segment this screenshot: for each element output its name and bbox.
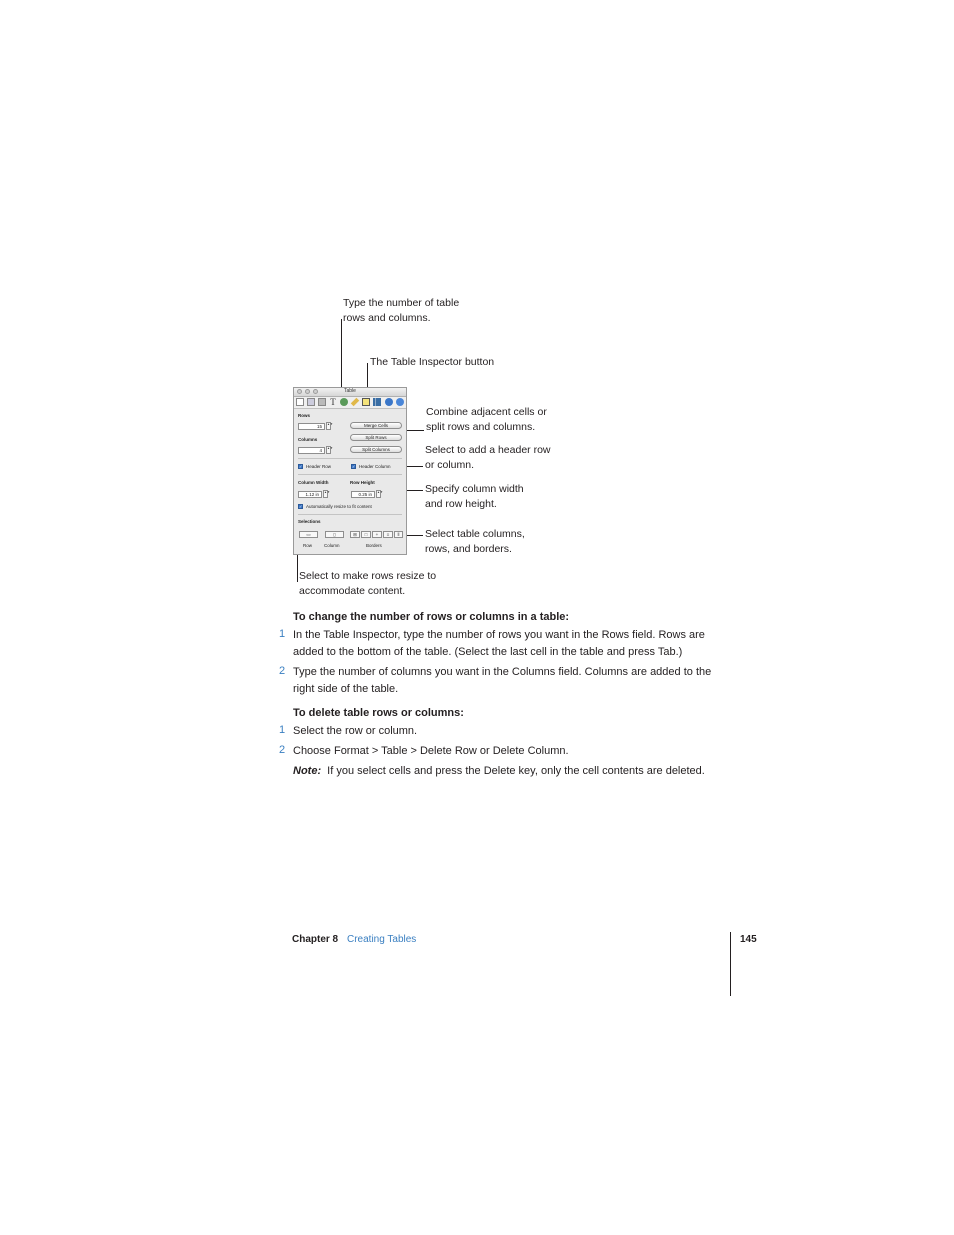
note (293, 763, 743, 780)
minimize-icon[interactable] (305, 389, 310, 394)
step-text: In the Table Inspector, type the number of rows you want in the Rows field. Rows are added to the bottom of the table. (Select the last cell in the table and press Tab.) (293, 629, 705, 658)
columns-field[interactable]: 4 (298, 447, 325, 454)
header-column-checkbox[interactable]: ✓ (352, 464, 356, 469)
merge-cells-button[interactable]: Merge Cells (350, 422, 402, 429)
metrics-icon[interactable] (351, 398, 359, 406)
column-width-label: Column Width (298, 480, 329, 485)
wrap-icon[interactable] (318, 398, 326, 406)
titlebar (294, 388, 406, 397)
callout-header: Select to add a header row or column. (425, 444, 551, 471)
border-inside-icon[interactable]: + (372, 531, 382, 538)
step-number: 1 (279, 628, 286, 640)
link-icon[interactable] (385, 398, 393, 406)
footer-chapter: Chapter 8 (292, 934, 339, 945)
column-button-label: Column (324, 543, 340, 548)
rows-field[interactable]: 15 (298, 423, 325, 430)
table-inspector-panel (293, 387, 407, 555)
text-icon[interactable]: T (330, 397, 336, 407)
callout-line (405, 535, 423, 536)
callout-autoresize: Select to make rows resize to accommodate content. (299, 570, 437, 597)
header-column-label: Header Column (359, 464, 391, 469)
header-row-checkbox[interactable]: ✓ (299, 464, 303, 469)
step-number: 1 (279, 724, 286, 736)
border-outside-icon[interactable]: □ (361, 531, 371, 538)
callout-merge-split: Combine adjacent cells or split rows and columns. (426, 406, 547, 433)
step-text: Select the row or column. (293, 725, 418, 737)
split-columns-button[interactable]: Split Columns (350, 446, 402, 453)
autoresize-label: Automatically resize to fit content (306, 504, 372, 509)
row-select-icon[interactable]: ▭ (299, 531, 318, 538)
step-text: Type the number of columns you want in the Columns field. Columns are added to the right side of the table. (293, 666, 712, 695)
header-row-label: Header Row (306, 464, 332, 469)
callout-selections: Select table columns, rows, and borders. (425, 528, 525, 555)
callout-inspector-button: The Table Inspector button (370, 356, 495, 368)
callout-rows-columns: Type the number of table rows and columns. (343, 297, 460, 324)
table-icon[interactable] (362, 398, 370, 406)
divider (298, 514, 402, 515)
border-all-icon[interactable]: ⊞ (350, 531, 360, 538)
split-rows-button[interactable]: Split Rows (350, 434, 402, 441)
note-text: If you select cells and press the Delete key, only the cell contents are deleted. (327, 765, 705, 777)
divider (298, 474, 402, 475)
callout-width-height: Specify column width and row height. (425, 483, 524, 510)
close-icon[interactable] (297, 389, 302, 394)
inspector-toolbar (294, 397, 406, 409)
rows-label: Rows (298, 413, 311, 418)
step-number: 2 (279, 744, 286, 756)
step-text: Choose Format > Table > Delete Row or Delete Column. (293, 745, 569, 757)
border-horizontal-icon[interactable]: ≡ (383, 531, 393, 538)
quicktime-icon[interactable] (396, 398, 404, 406)
section2-heading: To delete table rows or columns: (293, 707, 464, 719)
row-height-label: Row Height (350, 480, 375, 485)
row-button-label: Row (303, 543, 313, 548)
autoresize-checkbox[interactable]: ✓ (299, 504, 303, 509)
footer-divider (730, 932, 731, 996)
chart-icon[interactable] (373, 398, 381, 406)
column-width-field[interactable]: 1.12 in (298, 491, 322, 498)
columns-label: Columns (298, 437, 318, 442)
note-label: Note: (293, 765, 322, 777)
graphic-icon[interactable] (340, 398, 348, 406)
zoom-icon[interactable] (313, 389, 318, 394)
selections-label: Selections (298, 519, 321, 524)
step-number: 2 (279, 665, 286, 677)
section1-heading: To change the number of rows or columns in a table: (293, 611, 570, 623)
row-height-stepper[interactable]: ▲▼ (376, 490, 381, 498)
border-vertical-icon[interactable]: ⦀ (394, 531, 403, 538)
document-icon[interactable] (296, 398, 304, 406)
rows-stepper[interactable]: ▲▼ (326, 422, 331, 430)
window-title: Table (344, 388, 356, 394)
borders-button-label: Borders (366, 543, 382, 548)
footer-chapter-title[interactable]: Creating Tables (347, 934, 417, 945)
column-width-stepper[interactable]: ▲▼ (323, 490, 328, 498)
row-height-field[interactable]: 0.25 in (351, 491, 375, 498)
column-select-icon[interactable]: ▯ (325, 531, 344, 538)
page-number: 145 (740, 934, 757, 945)
layout-icon[interactable] (307, 398, 315, 406)
columns-stepper[interactable]: ▲▼ (326, 446, 331, 454)
divider (298, 458, 402, 459)
